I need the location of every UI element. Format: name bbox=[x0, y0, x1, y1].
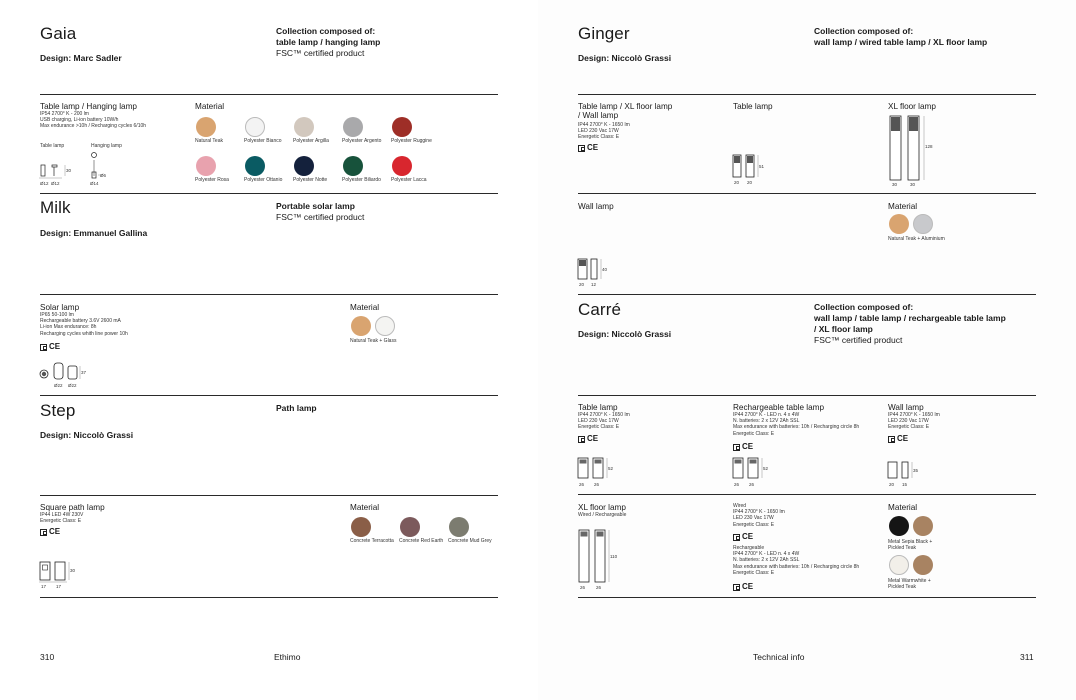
double-insulation-icon bbox=[578, 145, 585, 152]
carre-xl-specs: Wired / Rechargeable bbox=[578, 512, 627, 518]
notte-swatch bbox=[294, 156, 314, 176]
gaia-hanging-drawing-label: Hanging lamp bbox=[91, 143, 122, 149]
gaia-technical-drawing bbox=[38, 150, 158, 190]
ginger-xl-floor-drawing bbox=[886, 112, 946, 190]
ce-mark-icon: CE bbox=[742, 582, 754, 591]
dim-label: 35 bbox=[913, 468, 919, 473]
certification-icons bbox=[40, 528, 60, 536]
ginger-wall-drawing bbox=[576, 255, 616, 291]
ginger-wall-lamp-label: Wall lamp bbox=[578, 202, 614, 211]
dim-label: Ø6 bbox=[100, 173, 107, 178]
dim-label: 17 bbox=[56, 584, 62, 589]
ce-mark-icon: CE bbox=[742, 442, 754, 451]
dim-label: 30 bbox=[892, 182, 898, 187]
dim-label: Ø22 bbox=[54, 383, 63, 388]
swatch-label: Concrete Terracotta bbox=[350, 538, 394, 544]
page-number: 311 bbox=[1020, 652, 1034, 662]
right-page bbox=[538, 0, 1076, 700]
certification-icons bbox=[733, 583, 753, 591]
dim-label: 20 bbox=[889, 482, 895, 487]
swatch-label: Polyester Argento bbox=[342, 138, 382, 144]
divider bbox=[578, 597, 1036, 598]
swatch-label: Polyester Lacca bbox=[391, 177, 427, 183]
divider bbox=[40, 294, 498, 295]
dim-label: 20 bbox=[747, 180, 753, 185]
dim-label: 110 bbox=[610, 554, 618, 559]
page-number: 310 bbox=[40, 652, 55, 662]
swatch-label: Polyester Argilla bbox=[293, 138, 329, 144]
carre-wired-specs: Wired IP44 2700° K - 1650 lm LED 230 Vac 17W Energetic Class: E bbox=[733, 503, 785, 528]
swatch-label: Polyester Rosa bbox=[195, 177, 229, 183]
ginger-swatch-label: Natural Teak + Aluminium bbox=[888, 236, 945, 242]
step-technical-drawing bbox=[38, 560, 88, 592]
ginger-designer: Design: Niccolò Grassi bbox=[578, 53, 672, 63]
dim-label: 128 bbox=[925, 144, 933, 149]
swatch-label: Polyester Biliardo bbox=[342, 177, 381, 183]
dim-label: 26 bbox=[594, 482, 600, 487]
glass-swatch bbox=[375, 316, 395, 336]
milk-specs: IP65 50-100 lm Rechargeable battery 3.6V 2600 mA Li-ion Max endurance: 8h Recharging cycles whith line power 10h bbox=[40, 312, 128, 337]
dim-label: 26 bbox=[749, 482, 755, 487]
rosa-swatch bbox=[196, 156, 216, 176]
carre-title: Carré bbox=[578, 300, 622, 319]
ce-mark-icon: CE bbox=[897, 434, 909, 443]
ce-mark-icon: CE bbox=[587, 143, 599, 152]
carre-material-heading: Material bbox=[888, 503, 918, 512]
milk-collection: Portable solar lamp FSC™ certified product bbox=[276, 201, 365, 222]
footer-brand: Ethimo bbox=[274, 652, 301, 662]
carre-wall-specs: IP44 2700° K - 1650 lm LED 230 Vac 17W Energetic Class: E bbox=[888, 412, 940, 431]
lacca-swatch bbox=[392, 156, 412, 176]
mud-grey-swatch bbox=[449, 517, 469, 537]
carre-xl-drawing bbox=[576, 522, 626, 594]
swatch-label: Concrete Red Earth bbox=[399, 538, 444, 544]
carre-rechargeable-xl-specs: Rechargeable IP44 2700° K - LED n. 4 x 4W N. batteries: 2 x 12V 2Ah SSL Max endurance with batteries: 10h / Recharging circle 8h Energetic Class: E bbox=[733, 545, 860, 576]
divider bbox=[578, 395, 1036, 396]
ginger-table-drawing bbox=[731, 150, 771, 190]
certification-icons bbox=[40, 343, 60, 351]
carre-table-specs: IP44 2700° K - 1650 lm LED 230 Vac 17W Energetic Class: E bbox=[578, 412, 630, 431]
dim-label: 30 bbox=[70, 568, 76, 573]
double-insulation-icon bbox=[40, 344, 47, 351]
milk-technical-drawing bbox=[38, 358, 98, 392]
carre-swatch-label-1: Metal Sepia Black + Pickled Teak bbox=[888, 539, 933, 551]
sepia-black-swatch bbox=[889, 516, 909, 536]
double-insulation-icon bbox=[888, 436, 895, 443]
gaia-designer: Design: Marc Sadler bbox=[40, 53, 122, 63]
milk-designer: Design: Emmanuel Gallina bbox=[40, 228, 148, 238]
double-insulation-icon bbox=[733, 584, 740, 591]
dim-label: 20 bbox=[579, 282, 585, 287]
swatch-label: Polyester Bianco bbox=[244, 138, 282, 144]
dim-label: Ø22 bbox=[68, 383, 77, 388]
step-material-heading: Material bbox=[350, 503, 380, 512]
certification-icons bbox=[733, 443, 753, 451]
certification-icons bbox=[578, 435, 598, 443]
ginger-title: Ginger bbox=[578, 24, 630, 43]
certification-icons bbox=[888, 435, 908, 443]
gaia-table-drawing-label: Table lamp bbox=[40, 143, 65, 149]
divider bbox=[578, 294, 1036, 295]
pickled-teak-swatch bbox=[913, 516, 933, 536]
divider bbox=[578, 94, 1036, 95]
milk-title: Milk bbox=[40, 198, 71, 217]
certification-icons bbox=[578, 144, 598, 152]
gaia-collection: Collection composed of: table lamp / hanging lamp FSC™ certified product bbox=[276, 26, 381, 58]
ruggine-swatch bbox=[392, 117, 412, 137]
dim-label: 37 bbox=[81, 370, 87, 375]
carre-wall-drawing bbox=[886, 452, 930, 490]
dim-label: 26 bbox=[734, 482, 740, 487]
red-earth-swatch bbox=[400, 517, 420, 537]
ce-mark-icon: CE bbox=[587, 434, 599, 443]
milk-swatch-label: Natural Teak + Glass bbox=[350, 338, 397, 344]
dim-label: Ø14 bbox=[90, 181, 99, 186]
divider bbox=[40, 193, 498, 194]
divider bbox=[578, 494, 1036, 495]
divider bbox=[40, 495, 498, 496]
terracotta-swatch bbox=[351, 517, 371, 537]
dim-label: 20 bbox=[734, 180, 740, 185]
step-subtitle: Square path lamp bbox=[40, 503, 105, 512]
dim-label: Ø12 bbox=[51, 181, 60, 186]
dim-label: 40 bbox=[602, 267, 608, 272]
dim-label: 12 bbox=[591, 282, 597, 287]
argento-swatch bbox=[343, 117, 363, 137]
swatch-label: Polyester Ruggine bbox=[391, 138, 432, 144]
warm-white-swatch bbox=[889, 555, 909, 575]
aluminium-swatch bbox=[913, 214, 933, 234]
carre-table-drawing bbox=[576, 452, 620, 490]
dim-label: 30 bbox=[66, 168, 72, 173]
swatch-label: Polyester Notte bbox=[293, 177, 328, 183]
carre-rechargeable-drawing bbox=[731, 452, 775, 490]
double-insulation-icon bbox=[733, 534, 740, 541]
ce-mark-icon: CE bbox=[742, 532, 754, 541]
dim-label: 52 bbox=[763, 466, 769, 471]
carre-rechargeable-subtitle: Rechargeable table lamp bbox=[733, 403, 825, 412]
ottanio-swatch bbox=[245, 156, 265, 176]
ce-mark-icon: CE bbox=[49, 527, 61, 536]
milk-subtitle: Solar lamp bbox=[40, 303, 80, 312]
ce-mark-icon: CE bbox=[49, 342, 61, 351]
biliardo-swatch bbox=[343, 156, 363, 176]
dim-label: 26 bbox=[579, 482, 585, 487]
dim-label: 15 bbox=[902, 482, 908, 487]
certification-icons bbox=[733, 533, 753, 541]
step-title: Step bbox=[40, 401, 76, 420]
dim-label: 51 bbox=[759, 164, 765, 169]
ginger-collection: Collection composed of: wall lamp / wired table lamp / XL floor lamp bbox=[814, 26, 988, 47]
argilla-swatch bbox=[294, 117, 314, 137]
milk-material-heading: Material bbox=[350, 303, 380, 312]
divider bbox=[40, 94, 498, 95]
footer-section: Technical info bbox=[753, 652, 805, 662]
carre-designer: Design: Niccolò Grassi bbox=[578, 329, 672, 339]
divider bbox=[40, 395, 498, 396]
dim-label: 30 bbox=[910, 182, 916, 187]
gaia-specs: IP54 2700° K - 200 lm USB charging, Li-ion battery 10W/h Max endurance >10h / Recharging cycles 6/10h bbox=[40, 111, 147, 130]
double-insulation-icon bbox=[578, 436, 585, 443]
swatch-label: Concrete Mud Grey bbox=[448, 538, 492, 544]
double-insulation-icon bbox=[40, 529, 47, 536]
swatch-label: Natural Teak bbox=[195, 138, 223, 144]
gaia-title: Gaia bbox=[40, 24, 77, 43]
carre-rechargeable-specs: IP44 2700° K - LED n. 4 x 4W N. batteries: 2 x 12V 2Ah SSL Max endurance with batteries: 10h / Recharging circle 8h Energetic Class: E bbox=[733, 412, 860, 437]
gaia-subtitle: Table lamp / Hanging lamp bbox=[40, 102, 137, 111]
ginger-subtitle: Table lamp / XL floor lamp / Wall lamp bbox=[578, 102, 673, 120]
pickled-teak-swatch bbox=[913, 555, 933, 575]
swatch-label: Polyester Ottanio bbox=[244, 177, 283, 183]
bianco-swatch bbox=[245, 117, 265, 137]
carre-collection: Collection composed of: wall lamp / table lamp / rechargeable table lamp / XL floor lamp FSC™ certified product bbox=[814, 302, 1006, 345]
natural-teak-swatch bbox=[351, 316, 371, 336]
carre-swatch-label-2: Metal Warmwhite + Pickled Teak bbox=[888, 578, 931, 590]
dim-label: 17 bbox=[41, 584, 47, 589]
divider bbox=[578, 193, 1036, 194]
dim-label: 26 bbox=[596, 585, 602, 590]
ginger-table-lamp-label: Table lamp bbox=[733, 102, 773, 111]
gaia-material-heading: Material bbox=[195, 102, 225, 111]
carre-table-subtitle: Table lamp bbox=[578, 403, 618, 412]
natural-teak-swatch bbox=[889, 214, 909, 234]
double-insulation-icon bbox=[733, 444, 740, 451]
natural-teak-swatch bbox=[196, 117, 216, 137]
carre-wall-subtitle: Wall lamp bbox=[888, 403, 924, 412]
ginger-material-heading: Material bbox=[888, 202, 918, 211]
step-collection: Path lamp bbox=[276, 403, 317, 413]
step-designer: Design: Niccolò Grassi bbox=[40, 430, 134, 440]
dim-label: Ø12 bbox=[40, 181, 49, 186]
step-specs: IP44 LED 4W 230V Energetic Class: E bbox=[40, 512, 84, 525]
ginger-specs: IP44 2700° K - 1650 lm LED 230 Vac 17W Energetic Class: E bbox=[578, 122, 630, 141]
dim-label: 26 bbox=[580, 585, 586, 590]
divider bbox=[40, 597, 498, 598]
carre-xl-subtitle: XL floor lamp bbox=[578, 503, 626, 512]
dim-label: 52 bbox=[608, 466, 614, 471]
ginger-xl-floor-label: XL floor lamp bbox=[888, 102, 936, 111]
